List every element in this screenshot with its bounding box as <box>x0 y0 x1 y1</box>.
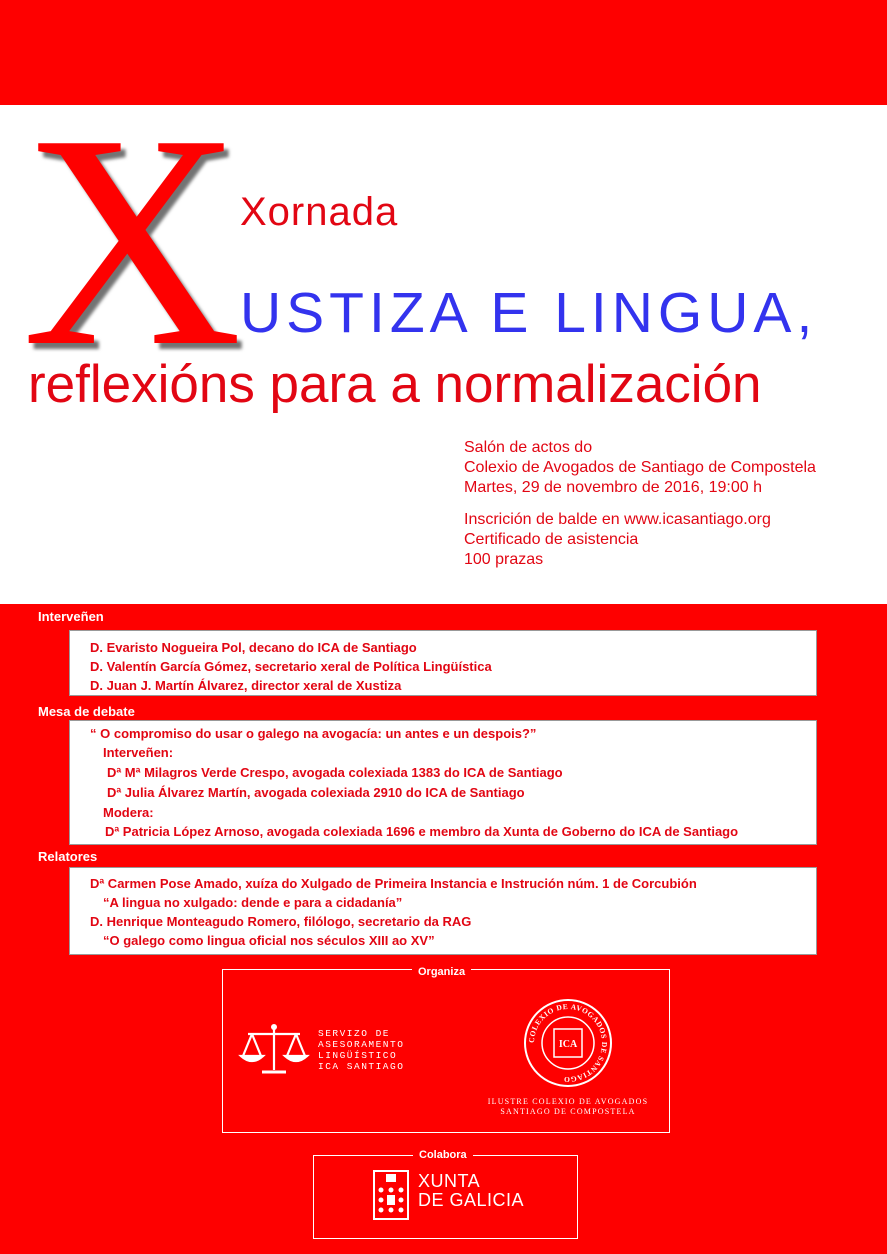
colexio-line: SANTIAGO DE COMPOSTELA <box>500 1107 636 1116</box>
speaker-line: D. Evaristo Nogueira Pol, decano do ICA de Santiago <box>90 640 417 655</box>
servizo-line: ICA SANTIAGO <box>318 1061 405 1072</box>
bar-seal-icon <box>523 998 613 1088</box>
venue-line: Colexio de Avogados de Santiago de Compostela <box>464 459 816 476</box>
title-rest: USTIZA E LINGUA, <box>240 281 818 345</box>
intervenen-box <box>69 630 817 696</box>
servizo-line: LINGÜÍSTICO <box>318 1050 398 1061</box>
debate-topic: “ O compromiso do usar o galego na avogacía: un antes e un despois?” <box>90 726 537 741</box>
certificate-line: Certificado de asistencia <box>464 531 639 548</box>
venue-info <box>464 438 816 498</box>
section-label-relatores: Relatores <box>38 849 98 864</box>
seal-ring-text: COLEXIO DE AVOGADOS DE SANTIAGO <box>526 1001 610 1085</box>
xunta-logo-text <box>418 1172 524 1210</box>
big-letter-x: X <box>22 71 243 409</box>
xunta-line: XUNTA <box>418 1171 481 1191</box>
servizo-line: SERVIZO DE <box>318 1028 391 1039</box>
venue-line: Martes, 29 de novembro de 2016, 19:00 h <box>464 479 762 496</box>
debate-speaker: Dª Mª Milagros Verde Crespo, avogada colexiada 1383 do ICA de Santiago <box>107 765 563 780</box>
colabora-label: Colabora <box>413 1149 473 1161</box>
relator-line: D. Henrique Monteagudo Romero, filólogo, secretario da RAG <box>90 914 472 929</box>
programme-panel <box>0 604 887 1254</box>
debate-speaker: Dª Julia Álvarez Martín, avogada colexiada 2910 do ICA de Santiago <box>107 785 525 800</box>
registration-info <box>464 510 771 570</box>
servizo-line: ASESORAMENTO <box>318 1039 405 1050</box>
scales-icon <box>238 1022 310 1080</box>
venue-line: Salón de actos do <box>464 439 593 456</box>
relator-line: Dª Carmen Pose Amado, xuíza do Xulgado de Primeira Instancia e Instrución núm. 1 de Corcubión <box>90 876 697 891</box>
speaker-line: D. Juan J. Martín Álvarez, director xeral de Xustiza <box>90 678 402 693</box>
speaker-line: D. Valentín García Gómez, secretario xeral de Política Lingüística <box>90 659 492 674</box>
relator-talk: “A lingua no xulgado: dende e para a cidadanía” <box>103 895 403 910</box>
edition-label: Xornada <box>240 190 399 234</box>
servizo-logo-text <box>318 1028 404 1072</box>
modera-sublabel: Modera: <box>103 805 154 820</box>
relator-talk: “O galego como lingua oficial nos séculos XIII ao XV” <box>103 933 435 948</box>
xunta-line: DE GALICIA <box>418 1190 525 1210</box>
organiza-label: Organiza <box>412 966 471 978</box>
section-label-intervenen: Interveñen <box>38 609 104 624</box>
intervenen-sublabel: Interveñen: <box>103 745 174 760</box>
moderator: Dª Patricia López Arnoso, avogada colexiada 1696 e membro da Xunta de Goberno do ICA de Santiago <box>105 824 739 839</box>
xunta-shield-icon <box>373 1170 409 1220</box>
subtitle: reflexións para a normalización <box>28 355 762 414</box>
mesa-box <box>69 720 817 845</box>
seal-center-text: ICA <box>558 1039 578 1050</box>
places-line: 100 prazas <box>464 551 544 568</box>
colexio-line: ILUSTRE COLEXIO DE AVOGADOS <box>487 1097 649 1106</box>
section-label-mesa: Mesa de debate <box>38 704 135 719</box>
relatores-box <box>69 867 817 955</box>
colexio-logo-text <box>483 1097 653 1117</box>
registration-line: Inscrición de balde en www.icasantiago.org <box>464 511 771 528</box>
